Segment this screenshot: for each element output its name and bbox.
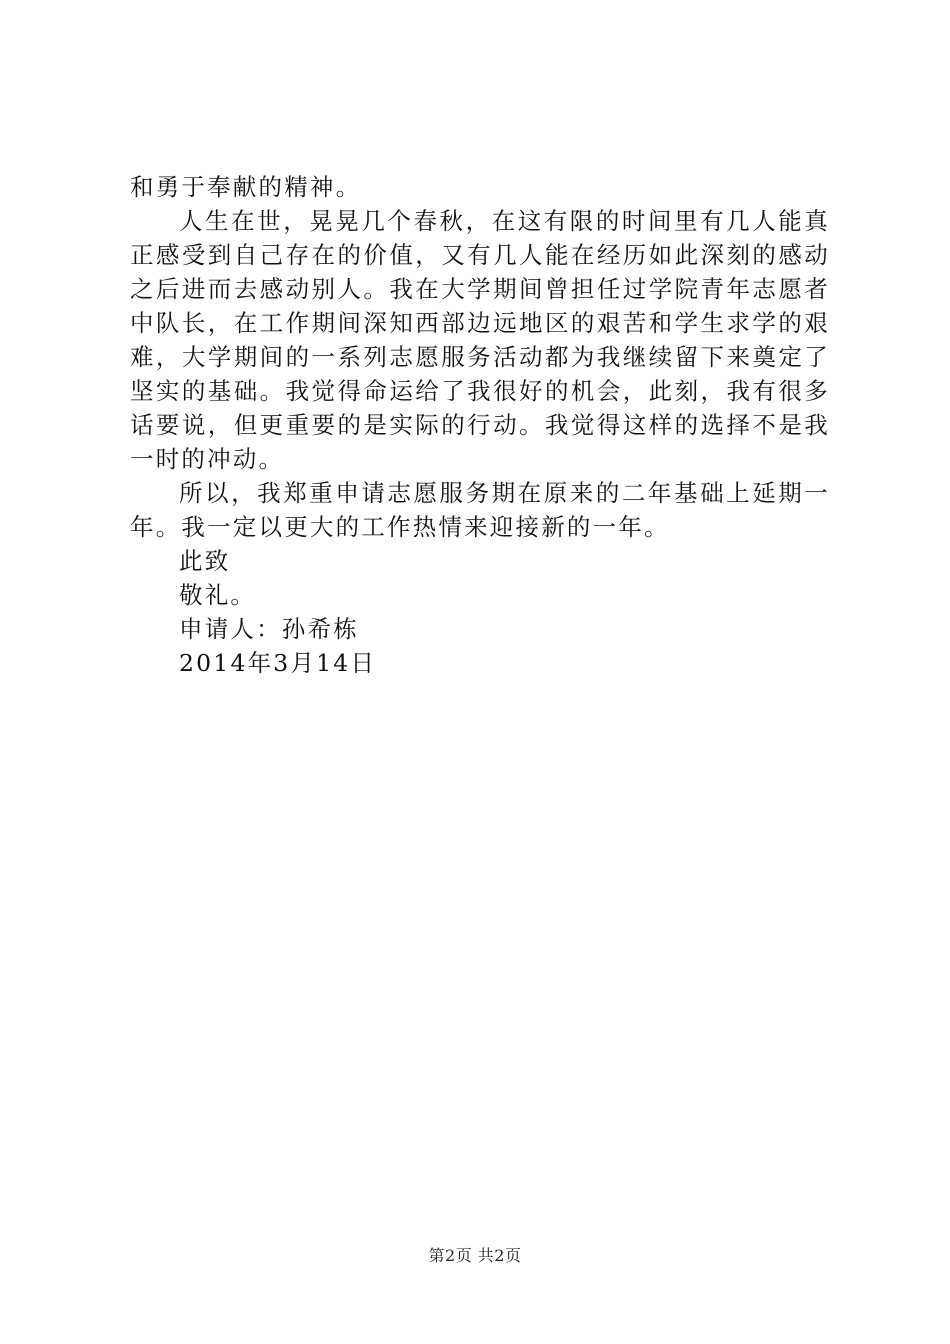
applicant-signature: 申请人：孙希栋 bbox=[179, 615, 359, 643]
closing-salute: 敬礼。 bbox=[179, 581, 257, 609]
closing-greeting: 此致 bbox=[179, 547, 231, 575]
page-footer: 第2页 共2页 bbox=[428, 1246, 522, 1265]
letter-date: 2014年3月14日 bbox=[179, 649, 377, 677]
paragraph-extension-request: 所以，我郑重申请志愿服务期在原来的二年基础上延期一年。我一定以更大的工作热情来迎接新的一年。 bbox=[130, 479, 830, 541]
letter-body bbox=[130, 170, 830, 680]
paragraph-continuation: 和勇于奉献的精神。 bbox=[130, 173, 362, 201]
paragraph-life-value: 人生在世，晃晃几个春秋，在这有限的时间里有几人能真正感受到自己存在的价值，又有几人能在经历如此深刻的感动之后进而去感动别人。我在大学期间曾担任过学院青年志愿者中队长，在工作期间深知西部边远地区的艰苦和学生求学的艰难，大学期间的一系列志愿服务活动都为我继续留下来奠定了坚实的基础。我觉得命运给了我很好的机会，此刻，我有很多话要说，但更重要的是实际的行动。我觉得这样的选择不是我一时的冲动。 bbox=[130, 207, 830, 473]
